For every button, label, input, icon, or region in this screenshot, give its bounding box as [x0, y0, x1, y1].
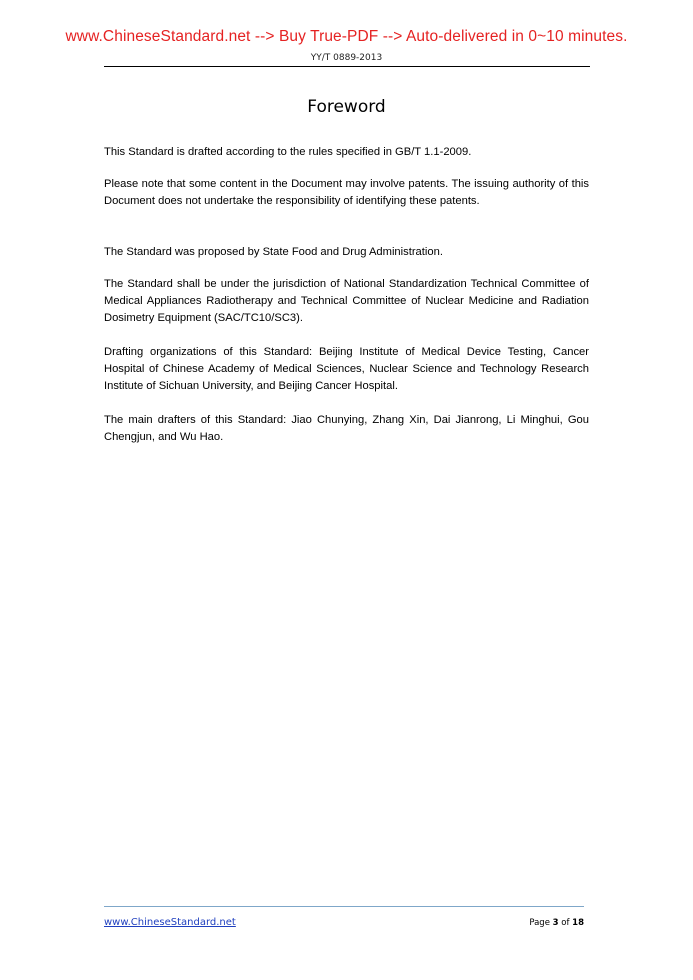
footer-divider [104, 906, 584, 907]
page-number-current: 3 [552, 918, 559, 928]
page-number-prefix: Page [529, 918, 550, 928]
promo-banner[interactable]: www.ChineseStandard.net --> Buy True-PDF --> Auto-delivered in 0~10 minutes. [65, 28, 628, 45]
foreword-paragraph-jurisdiction: The Standard shall be under the jurisdiction of National Standardization Technical Committee of Medical Appliances Radiotherapy and Technical Committee of Nuclear Medicine and Radiation Dosimetry Equipment (SAC/TC10/SC3). [104, 278, 589, 324]
page-number-of: of [561, 918, 570, 928]
foreword-paragraph-drafters: The main drafters of this Standard: Jiao Chunying, Zhang Xin, Dai Jianrong, Li Minghui, Gou Chengjun, and Wu Hao. [104, 414, 589, 443]
header-divider [104, 66, 590, 67]
page-title: Foreword [307, 97, 386, 117]
foreword-paragraph-drafting-rules: This Standard is drafted according to the rules specified in GB/T 1.1-2009. [104, 146, 472, 158]
foreword-paragraph-patents: Please note that some content in the Document may involve patents. The issuing authority of this Document does not undertake the responsibility of identifying these patents. [104, 178, 589, 207]
document-code: YY/T 0889-2013 [310, 53, 383, 63]
footer-website-link[interactable]: www.ChineseStandard.net [104, 917, 236, 928]
page-number [529, 918, 584, 928]
foreword-paragraph-drafting-organizations: Drafting organizations of this Standard: Beijing Institute of Medical Device Testing, Cancer Hospital of Chinese Academy of Medical Sciences, Nuclear Science and Technology Research Institute of Sichuan University, and Beijing Cancer Hospital. [104, 346, 589, 392]
foreword-paragraph-proposed-by: The Standard was proposed by State Food and Drug Administration. [104, 246, 443, 258]
page-number-total: 18 [572, 918, 584, 928]
